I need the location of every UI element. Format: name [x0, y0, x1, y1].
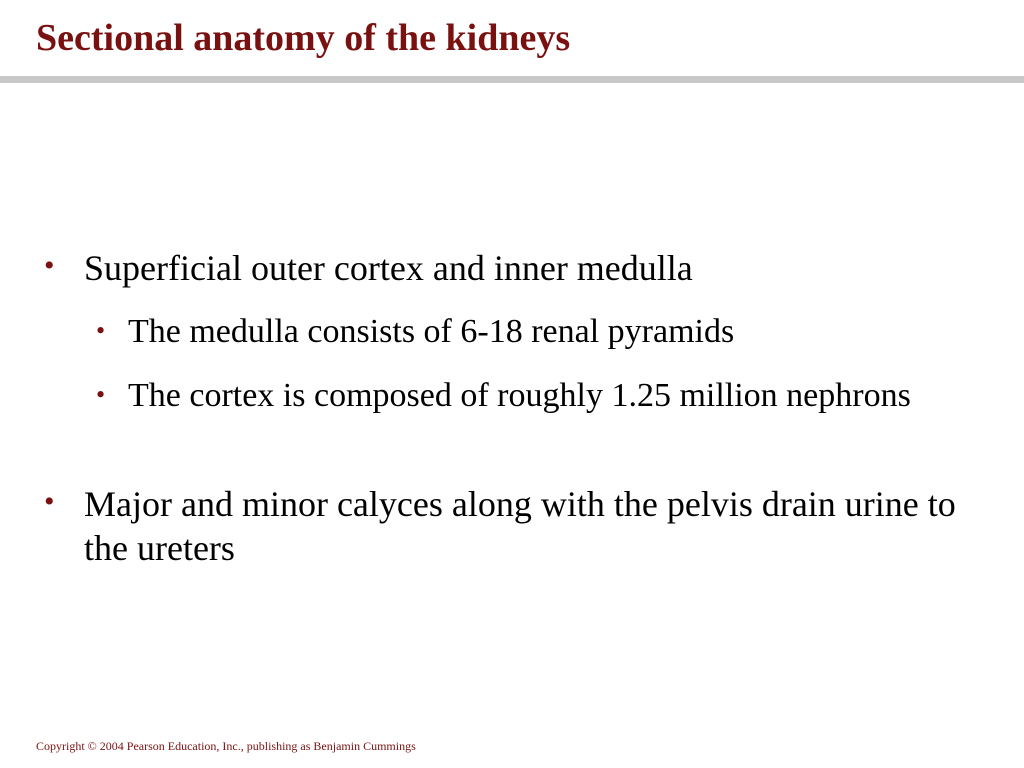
- bullet-item: [44, 246, 964, 290]
- bullet-text: Major and minor calyces along with the pelvis drain urine to the ureters: [84, 484, 956, 568]
- sub-bullet-item: [96, 374, 988, 418]
- copyright-footer: Copyright © 2004 Pearson Education, Inc., publishing as Benjamin Cummings: [36, 739, 416, 753]
- bullet-text: Superficial outer cortex and inner medulla: [84, 248, 693, 288]
- bullet-marker: •: [96, 316, 106, 345]
- title-divider: [0, 76, 1024, 83]
- slide-title: Sectional anatomy of the kidneys: [36, 17, 571, 59]
- bullet-marker: •: [44, 249, 55, 282]
- bullet-marker: •: [96, 380, 106, 409]
- bullet-item: [44, 482, 964, 570]
- bullet-text: The medulla consists of 6-18 renal pyramids: [128, 313, 735, 350]
- sub-bullet-item: [96, 310, 988, 354]
- bullet-text: The cortex is composed of roughly 1.25 million nephrons: [128, 377, 911, 414]
- bullet-marker: •: [44, 485, 55, 518]
